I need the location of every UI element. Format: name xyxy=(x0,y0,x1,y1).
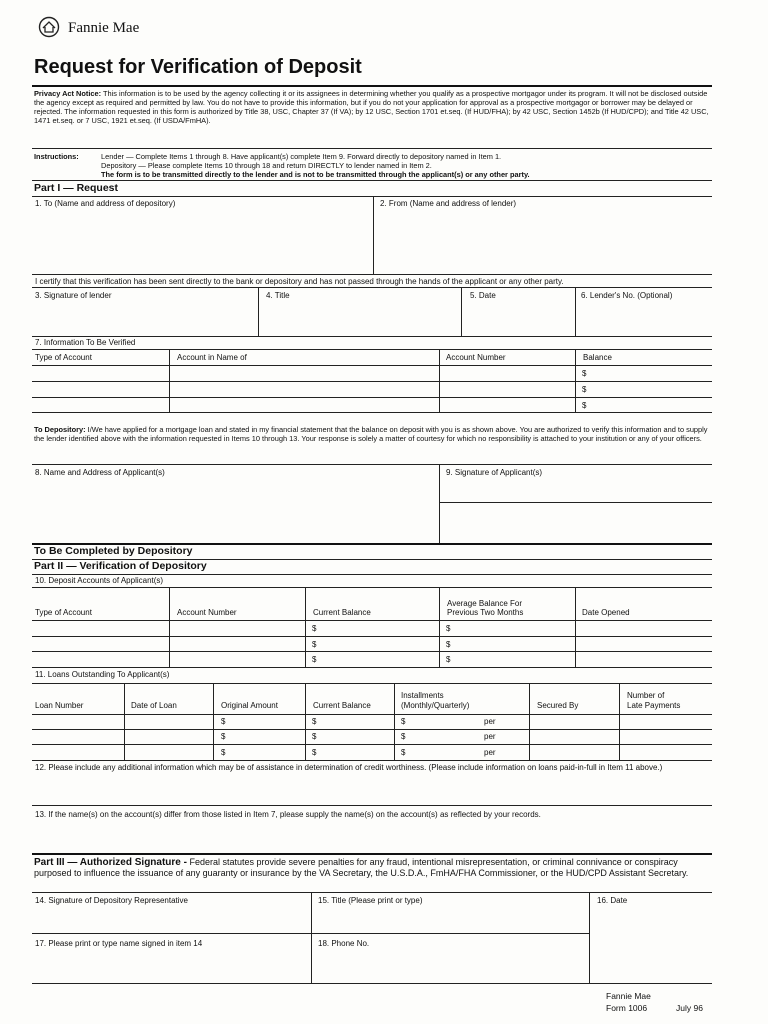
privacy-text: This information is to be used by the agency collecting it or its assignees in determining whether you qualify as a prospective mortgagor under its program. It will not be disclosed outside the agency except as required and permitted by law. You do not have to provide this information, but if you do not your application for approval as a prospective mortgagor or borrower may be delayed or rejected. The information requested in this form is authorized by Title 38, USC, Chapter 37 (If VA); by 12 USC, Section 1701 et.seq. (If HUD/FHA); by 42 USC, Section 1452b (If HUD/CPD); and Title 42 USC, 1471 et.seq. or 7 USC, 1921 et.seq. (If USDA/FmHA). xyxy=(34,89,709,125)
instructions-label: Instructions: xyxy=(34,152,79,161)
col11-original-amount: Original Amount xyxy=(221,701,278,710)
col10-current-balance: Current Balance xyxy=(313,608,371,617)
table-row[interactable] xyxy=(33,621,711,635)
col-balance: Balance xyxy=(583,353,612,362)
part3-notice xyxy=(34,857,712,879)
item7-label: 7. Information To Be Verified xyxy=(35,338,136,347)
table-row[interactable] xyxy=(33,745,711,759)
part1-heading: Part I — Request xyxy=(34,182,119,194)
divider xyxy=(32,412,712,413)
depository-title-field[interactable] xyxy=(313,908,587,932)
instructions-lender: Lender — Complete Items 1 through 8. Have applicant(s) complete Item 9. Forward directly to depository named in Item 1. xyxy=(101,152,502,161)
table-row[interactable] xyxy=(33,730,711,743)
divider xyxy=(32,760,712,761)
table-row[interactable] xyxy=(33,637,711,650)
item12-label: 12. Please include any additional information which may be of assistance in determination of credit worthiness. (Please include information on loans paid-in-full in Item 11 above.) xyxy=(35,763,663,772)
currency-sign: $ xyxy=(582,385,587,394)
currency-sign: $ xyxy=(312,624,317,633)
divider xyxy=(32,464,712,465)
divider xyxy=(311,892,312,983)
item2-label: 2. From (Name and address of lender) xyxy=(380,199,517,208)
to-depository-notice xyxy=(34,425,712,443)
printed-name-field[interactable] xyxy=(33,951,309,982)
lender-title-field[interactable] xyxy=(260,302,459,334)
item4-label: 4. Title xyxy=(266,291,290,300)
item18-label: 18. Phone No. xyxy=(318,939,370,948)
footer-org: Fannie Mae xyxy=(606,991,651,1001)
divider xyxy=(32,587,712,588)
item3-label: 3. Signature of lender xyxy=(35,291,112,300)
item5-label: 5. Date xyxy=(470,291,496,300)
applicant-name-address-field[interactable] xyxy=(33,480,437,542)
currency-sign: $ xyxy=(312,748,317,757)
item12-field[interactable] xyxy=(33,784,711,804)
col-type-of-account: Type of Account xyxy=(35,353,92,362)
currency-sign: $ xyxy=(221,748,226,757)
house-logo-icon xyxy=(38,16,60,38)
depository-date-field[interactable] xyxy=(591,908,711,982)
item16-label: 16. Date xyxy=(597,896,628,905)
divider xyxy=(32,274,712,275)
item17-label: 17. Please print or type name signed in item 14 xyxy=(35,939,203,948)
instructions-transmit: The form is to be transmitted directly to the lender and is not to be transmitted through the applicant(s) or any other party. xyxy=(101,170,530,179)
item13-field[interactable] xyxy=(33,823,711,851)
col10-previous-two-months: Previous Two Months xyxy=(447,608,524,617)
per-label: per xyxy=(484,732,496,741)
divider xyxy=(258,287,259,336)
col11-secured-by: Secured By xyxy=(537,701,579,710)
lender-no-field[interactable] xyxy=(577,302,710,334)
table-row[interactable] xyxy=(33,715,711,728)
currency-sign: $ xyxy=(446,655,451,664)
page-title: Request for Verification of Deposit xyxy=(34,56,362,78)
item11-label: 11. Loans Outstanding To Applicant(s) xyxy=(35,670,170,679)
divider xyxy=(461,287,462,336)
item2-field[interactable] xyxy=(376,210,710,272)
table-row[interactable] xyxy=(33,382,711,396)
divider xyxy=(32,805,712,806)
divider xyxy=(32,933,589,934)
depository-heading: To Be Completed by Depository xyxy=(34,545,193,557)
privacy-notice xyxy=(34,89,712,125)
per-label: per xyxy=(484,748,496,757)
col11-installments: Installments xyxy=(401,691,444,700)
col-account-in-name-of: Account in Name of xyxy=(177,353,247,362)
divider xyxy=(32,574,712,575)
divider xyxy=(373,196,374,274)
divider xyxy=(32,853,712,855)
divider xyxy=(589,892,590,983)
divider xyxy=(32,85,712,87)
col11-loan-number: Loan Number xyxy=(35,701,84,710)
col11-monthly-quarterly: (Monthly/Quarterly) xyxy=(401,701,470,710)
currency-sign: $ xyxy=(221,732,226,741)
divider xyxy=(32,196,712,197)
col11-late-payments: Late Payments xyxy=(627,701,681,710)
footer-form: Form 1006 xyxy=(606,1003,648,1013)
currency-sign: $ xyxy=(446,624,451,633)
currency-sign: $ xyxy=(582,369,587,378)
currency-sign: $ xyxy=(401,717,406,726)
item15-label: 15. Title (Please print or type) xyxy=(318,896,423,905)
applicant-signature-field[interactable] xyxy=(441,480,710,500)
lender-signature-field[interactable] xyxy=(33,302,256,334)
item1-field[interactable] xyxy=(33,210,371,272)
col11-number-of: Number of xyxy=(627,691,665,700)
divider xyxy=(32,180,712,181)
divider xyxy=(440,502,712,503)
divider xyxy=(439,464,440,544)
divider xyxy=(32,892,712,893)
col-account-number: Account Number xyxy=(446,353,506,362)
col10-date-opened: Date Opened xyxy=(582,608,630,617)
item9-label: 9. Signature of Applicant(s) xyxy=(446,468,543,477)
divider xyxy=(32,148,712,149)
divider xyxy=(32,336,712,337)
col10-average-balance: Average Balance For xyxy=(447,599,523,608)
footer-date: July 96 xyxy=(676,1003,703,1013)
per-label: per xyxy=(484,717,496,726)
col11-current-balance: Current Balance xyxy=(313,701,371,710)
divider xyxy=(32,683,712,684)
col10-account-number: Account Number xyxy=(177,608,237,617)
depository-signature-field[interactable] xyxy=(33,908,309,932)
part3-text: Federal statutes provide severe penalties for any fraud, intentional misrepresentation, or criminal connivance or conspiracy purposed to influence the issuance of any guaranty or insurance by the VA Secretary, the U.S.D.A., FmHA/FHA Commissioner, or the HUD/CPD Assistant Secretary. xyxy=(34,857,689,878)
to-depository-label: To Depository: xyxy=(34,425,86,434)
item1-label: 1. To (Name and address of depository) xyxy=(35,199,176,208)
item13-label: 13. If the name(s) on the account(s) differ from those listed in Item 7, please supply the name(s) on the account(s) as reflected by your records. xyxy=(35,810,541,819)
currency-sign: $ xyxy=(312,717,317,726)
brand-name: Fannie Mae xyxy=(68,20,140,36)
col10-type: Type of Account xyxy=(35,608,92,617)
item8-label: 8. Name and Address of Applicant(s) xyxy=(35,468,165,477)
currency-sign: $ xyxy=(312,655,317,664)
currency-sign: $ xyxy=(582,401,587,410)
certify-text: I certify that this verification has been sent directly to the bank or depository and has not passed through the hands of the applicant or any other party. xyxy=(35,277,564,286)
part2-heading: Part II — Verification of Depository xyxy=(34,560,207,572)
divider xyxy=(32,983,712,984)
fannie-mae-logo xyxy=(38,16,60,43)
divider xyxy=(575,287,576,336)
currency-sign: $ xyxy=(401,732,406,741)
item14-label: 14. Signature of Depository Representative xyxy=(35,896,188,905)
instructions-depository: Depository — Please complete Items 10 through 18 and return DIRECTLY to lender named in Item 2. xyxy=(101,161,432,170)
table-row[interactable] xyxy=(33,366,711,380)
item6-label: 6. Lender's No. (Optional) xyxy=(581,291,673,300)
currency-sign: $ xyxy=(312,640,317,649)
currency-sign: $ xyxy=(401,748,406,757)
table-row[interactable] xyxy=(33,398,711,411)
table-row[interactable] xyxy=(33,652,711,666)
date-field[interactable] xyxy=(463,302,573,334)
currency-sign: $ xyxy=(312,732,317,741)
divider xyxy=(32,667,712,668)
currency-sign: $ xyxy=(221,717,226,726)
divider xyxy=(32,287,712,288)
col11-date-of-loan: Date of Loan xyxy=(131,701,177,710)
part3-heading: Part III — Authorized Signature - xyxy=(34,857,187,868)
currency-sign: $ xyxy=(446,640,451,649)
divider xyxy=(32,349,712,350)
phone-no-field[interactable] xyxy=(313,951,587,982)
to-depository-text: I/We have applied for a mortgage loan and stated in my financial statement that the balance on deposit with you is as shown above. You are authorized to verify this information and to supply the lender identified above with the information requested in Items 10 through 13. Your response is solely a matter of courtesy for which no responsibility is attached to your institution or any of your officers. xyxy=(34,425,708,443)
item10-label: 10. Deposit Accounts of Applicant(s) xyxy=(35,576,164,585)
applicant-signature-field-2[interactable] xyxy=(441,504,710,542)
privacy-label: Privacy Act Notice: xyxy=(34,89,102,98)
